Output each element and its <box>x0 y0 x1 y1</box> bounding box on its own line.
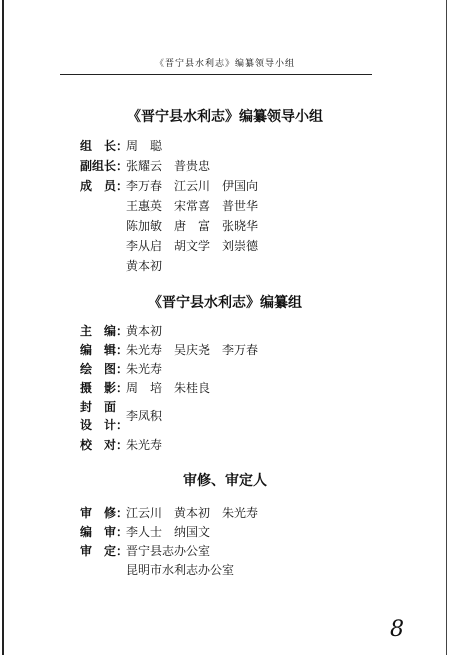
section-title-compilation-group: 《晋宁县水利志》编纂组 <box>148 295 302 311</box>
credit-role: 主 编： <box>80 324 129 338</box>
credit-role: 组 长： <box>80 139 129 153</box>
credit-names: 张耀云 普贵忠 <box>126 159 211 173</box>
credit-role: 编 审： <box>80 525 129 539</box>
credit-role: 审 修： <box>80 506 129 520</box>
credit-row <box>80 525 210 539</box>
credit-role: 审 定： <box>80 544 129 558</box>
credit-names-continued: 昆明市水利志办公室 <box>126 563 235 577</box>
credit-names: 朱光寿 吴庆尧 李万春 <box>126 343 259 357</box>
section-title-leading-group: 《晋宁县水利志》编纂领导小组 <box>127 109 323 125</box>
credit-row <box>80 139 162 153</box>
credit-names: 李万春 江云川 伊国向 <box>126 179 259 193</box>
page-border <box>2 0 447 655</box>
credit-role: 副组长： <box>80 159 129 173</box>
credit-role: 编 辑： <box>80 343 129 357</box>
running-head: 《晋宁县水利志》编纂领导小组 <box>154 59 295 69</box>
credit-role: 设 计： <box>80 418 129 432</box>
credit-row <box>80 324 162 338</box>
credit-names: 江云川 黄本初 朱光寿 <box>126 506 259 520</box>
credit-role: 绘 图： <box>80 362 129 376</box>
credit-row <box>80 544 210 558</box>
credit-row <box>80 438 162 452</box>
credit-names: 周 聪 <box>126 139 163 153</box>
page-number: 8 <box>390 617 404 642</box>
running-head-rule <box>60 74 372 75</box>
credit-names: 李凤积 <box>126 409 163 423</box>
credit-row <box>80 400 126 414</box>
credit-names: 李人士 纳国文 <box>126 525 211 539</box>
credit-names-continued: 王惠英 宋常喜 普世华 <box>126 199 259 213</box>
credit-row <box>80 159 210 173</box>
credit-row <box>80 506 258 520</box>
credit-row <box>80 179 258 193</box>
credit-names: 黄本初 <box>126 324 163 338</box>
credit-names: 晋宁县志办公室 <box>126 544 211 558</box>
credit-row <box>80 362 162 376</box>
credit-role: 封 面 <box>80 400 117 414</box>
credit-names: 朱光寿 <box>126 438 163 452</box>
section-title-reviewers: 审修、审定人 <box>183 473 267 489</box>
credit-names-continued: 陈加敏 唐 富 张晓华 <box>126 219 259 233</box>
credit-row <box>80 343 258 357</box>
credit-role: 摄 影： <box>80 381 129 395</box>
credit-names-continued: 李从启 胡文学 刘崇德 <box>126 239 259 253</box>
credit-names: 朱光寿 <box>126 362 163 376</box>
credit-role: 校 对： <box>80 438 129 452</box>
credit-role: 成 员： <box>80 179 129 193</box>
credit-row <box>80 409 163 432</box>
credit-names-continued: 黄本初 <box>126 259 163 273</box>
credit-names: 周 培 朱桂良 <box>126 381 211 395</box>
credit-row <box>80 381 210 395</box>
